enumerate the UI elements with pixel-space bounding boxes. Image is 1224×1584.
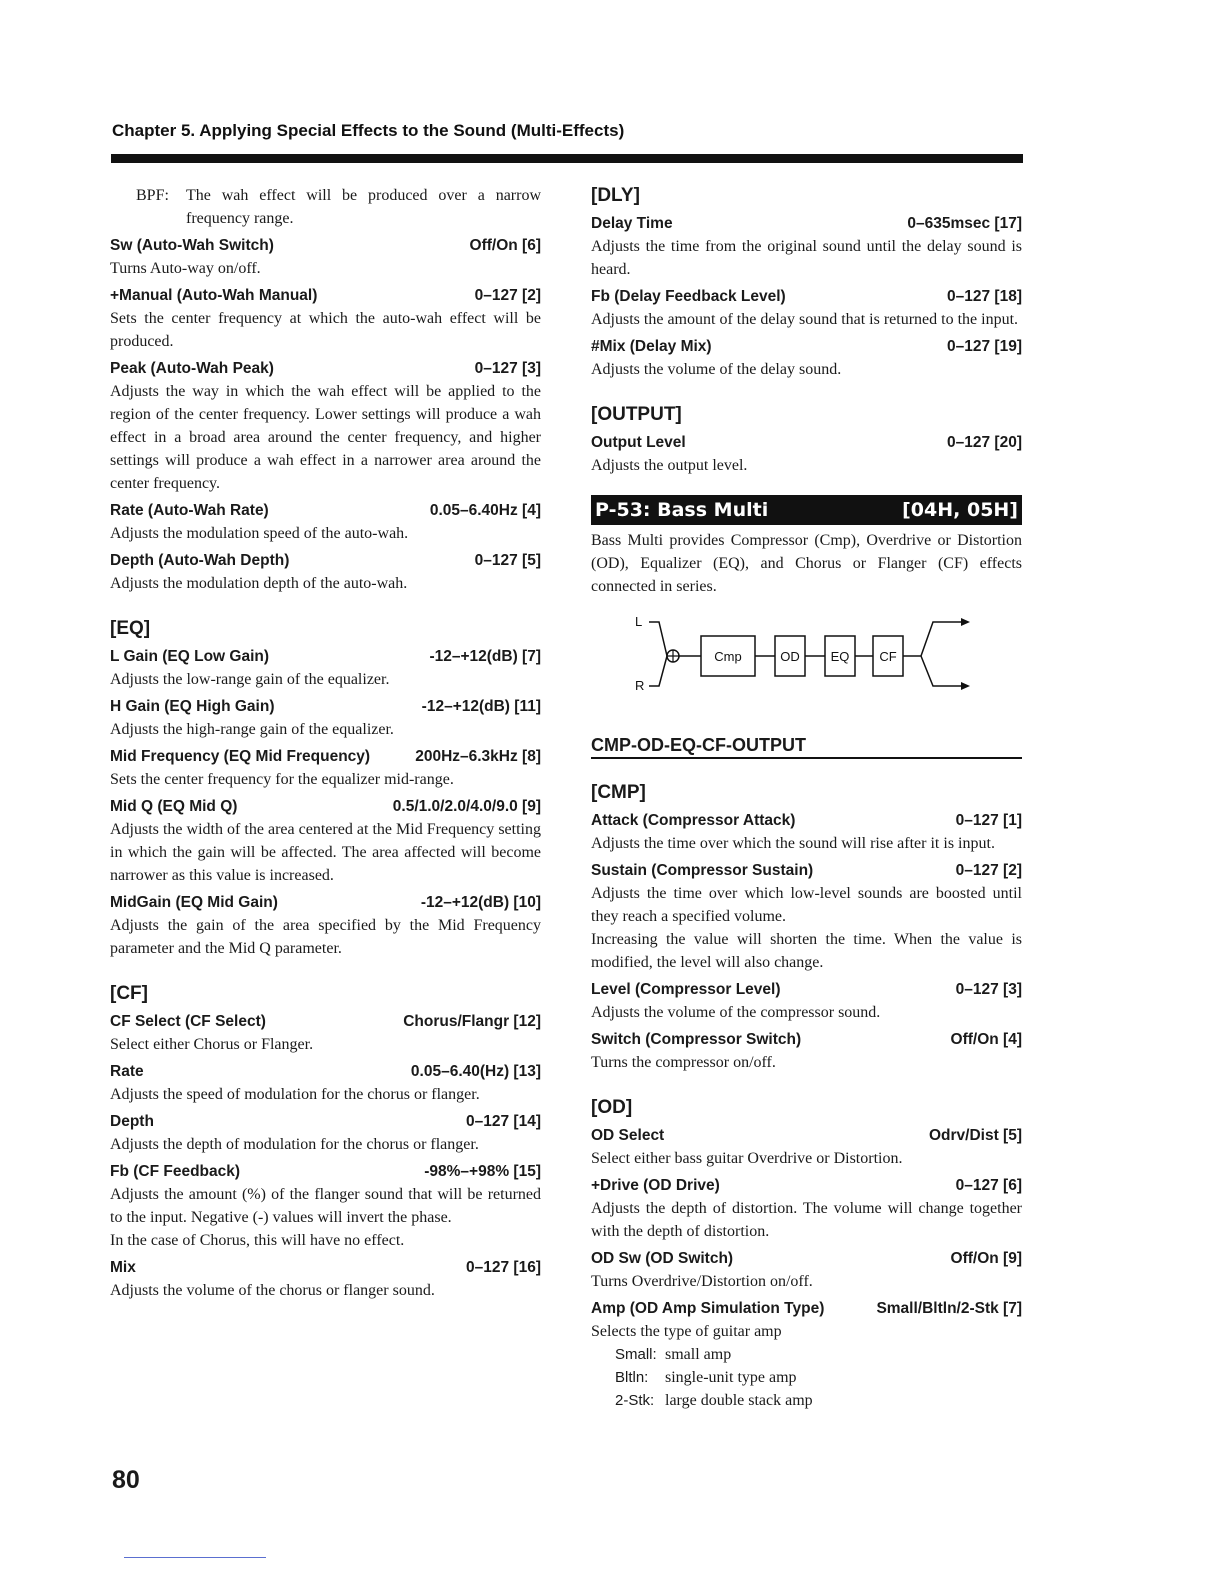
param-desc: Sets the center frequency for the equalizer mid-range. <box>110 771 454 788</box>
param-value: -98%–+98% [15] <box>424 1163 541 1180</box>
param-name: Switch (Compressor Switch) <box>591 1031 802 1048</box>
param-desc: Select either bass guitar Overdrive or Distortion. <box>591 1150 903 1167</box>
param-desc: Select either Chorus or Flanger. <box>110 1036 314 1053</box>
param-name: OD Select <box>591 1127 665 1144</box>
param-name: Sustain (Compressor Sustain) <box>591 862 814 879</box>
param-row <box>110 892 541 914</box>
param-desc: Adjusts the gain of the area specified by the Mid Frequency parameter and the Mid Q parameter. <box>110 917 541 957</box>
param-row <box>110 500 541 522</box>
param-value: -12–+12(dB) [10] <box>420 894 541 911</box>
param-row <box>591 979 1022 1001</box>
param-row <box>110 646 541 668</box>
section-title-cmp: [CMP] <box>591 782 646 803</box>
param-row <box>110 1061 541 1083</box>
param-name: OD Sw (OD Switch) <box>591 1250 734 1267</box>
banner-title: P-53: Bass Multi <box>595 499 769 521</box>
chapter-title: Chapter 5. Applying Special Effects to the Sound (Multi-Effects) <box>112 121 625 140</box>
param-desc: Adjusts the high-range gain of the equalizer. <box>110 721 394 738</box>
param-row <box>110 1161 541 1183</box>
param-row <box>591 1029 1022 1051</box>
param-row <box>591 1125 1022 1147</box>
param-value: 0–127 [2] <box>474 287 541 304</box>
param-value: 0–127 [16] <box>466 1259 541 1276</box>
amp-type-value: large double stack amp <box>665 1392 813 1409</box>
param-value: Off/On [6] <box>469 237 541 254</box>
param-row <box>591 860 1022 882</box>
diagram-label-r: R <box>635 678 645 693</box>
param-name: Rate (Auto-Wah Rate) <box>110 502 269 519</box>
param-row <box>110 1257 541 1279</box>
param-row <box>110 285 541 307</box>
param-desc: Turns Auto-way on/off. <box>110 260 261 277</box>
param-value: 200Hz–6.3kHz [8] <box>415 748 541 765</box>
param-row <box>591 432 1022 454</box>
amp-type-key: 2-Stk: <box>615 1392 655 1409</box>
section-title-od: [OD] <box>591 1097 633 1118</box>
param-name: Delay Time <box>591 215 673 232</box>
param-name: Level (Compressor Level) <box>591 981 781 998</box>
diagram-label-l: L <box>635 614 643 629</box>
param-desc: Adjusts the modulation depth of the auto-wah. <box>110 575 408 592</box>
param-name: #Mix (Delay Mix) <box>591 338 712 355</box>
param-value: 0–635msec [17] <box>907 215 1022 232</box>
param-row <box>110 696 541 718</box>
section-title-eq: [EQ] <box>110 618 151 639</box>
amp-type-key: Bltln: <box>615 1369 649 1386</box>
amp-type-list <box>591 1343 1022 1412</box>
bpf-term: BPF: <box>136 187 169 204</box>
amp-type-value: small amp <box>665 1346 732 1363</box>
param-value: -12–+12(dB) [11] <box>421 698 541 715</box>
param-value: 0–127 [14] <box>466 1113 541 1130</box>
param-row <box>110 1111 541 1133</box>
param-value: 0–127 [5] <box>474 552 541 569</box>
param-desc: Adjusts the output level. <box>591 457 748 474</box>
param-desc: Adjusts the width of the area centered at the Mid Frequency setting in which the gain will be affected. The area affected will become narrower as this value is increased. <box>110 821 541 884</box>
param-value: Odrv/Dist [5] <box>928 1127 1022 1144</box>
signal-flow-diagram <box>621 608 981 708</box>
param-desc: Adjusts the depth of distortion. The volume will change together with the depth of distortion. <box>591 1200 1022 1240</box>
param-name: +Manual (Auto-Wah Manual) <box>110 287 318 304</box>
block-cmp: Cmp <box>714 649 742 664</box>
amp-type-key: Small: <box>615 1346 657 1363</box>
param-row <box>110 235 541 257</box>
param-name: Depth <box>110 1113 154 1130</box>
param-desc: Adjusts the volume of the chorus or flanger sound. <box>110 1282 435 1299</box>
param-row <box>110 550 541 572</box>
param-name: Attack (Compressor Attack) <box>591 812 796 829</box>
param-name: Fb (CF Feedback) <box>110 1163 241 1180</box>
param-value: 0–127 [6] <box>955 1177 1022 1194</box>
param-name: MidGain (EQ Mid Gain) <box>110 894 278 911</box>
param-value: 0.5/1.0/2.0/4.0/9.0 [9] <box>392 798 541 815</box>
bpf-definition <box>110 184 541 230</box>
page-number: 80 <box>112 1466 140 1494</box>
param-note: In the case of Chorus, this will have no effect. <box>110 1232 405 1249</box>
param-name: H Gain (EQ High Gain) <box>110 698 275 715</box>
block-cf: CF <box>879 649 897 664</box>
param-name: Sw (Auto-Wah Switch) <box>110 237 274 254</box>
param-row <box>591 1248 1022 1270</box>
section-title-output: [OUTPUT] <box>591 404 682 425</box>
param-desc: Adjusts the speed of modulation for the chorus or flanger. <box>110 1086 480 1103</box>
param-desc: Adjusts the time from the original sound until the delay sound is heard. <box>591 238 1022 278</box>
param-name: Mid Frequency (EQ Mid Frequency) <box>110 748 371 765</box>
block-od: OD <box>780 649 800 664</box>
param-name: CF Select (CF Select) <box>110 1013 266 1030</box>
param-name: Depth (Auto-Wah Depth) <box>110 552 290 569</box>
param-row <box>110 358 541 380</box>
param-value: 0.05–6.40Hz [4] <box>429 502 541 519</box>
amp-type-value: single-unit type amp <box>665 1369 797 1386</box>
param-name: L Gain (EQ Low Gain) <box>110 648 270 665</box>
param-name: Output Level <box>591 434 686 451</box>
param-value: Off/On [9] <box>950 1250 1022 1267</box>
param-desc: Adjusts the volume of the compressor sound. <box>591 1004 881 1021</box>
section-title-dly: [DLY] <box>591 185 640 206</box>
param-value: 0–127 [1] <box>955 812 1022 829</box>
param-value: 0.05–6.40(Hz) [13] <box>410 1063 541 1080</box>
param-row <box>591 1298 1022 1320</box>
param-value: 0–127 [19] <box>947 338 1022 355</box>
param-row <box>591 1175 1022 1197</box>
param-name: Mid Q (EQ Mid Q) <box>110 798 238 815</box>
param-desc: Adjusts the amount of the delay sound that is returned to the input. <box>591 311 1019 328</box>
section-title-cf: [CF] <box>110 983 148 1004</box>
param-desc: Sets the center frequency at which the auto-wah effect will be produced. <box>110 310 541 350</box>
param-value: -12–+12(dB) [7] <box>429 648 541 665</box>
banner-address: [04H, 05H] <box>902 499 1018 521</box>
param-desc: Turns Overdrive/Distortion on/off. <box>591 1273 813 1290</box>
param-value: 0–127 [3] <box>955 981 1022 998</box>
param-desc: Turns the compressor on/off. <box>591 1054 776 1071</box>
param-value: 0–127 [20] <box>947 434 1022 451</box>
param-name: Rate <box>110 1063 144 1080</box>
left-column <box>110 184 541 1302</box>
chain-title: CMP-OD-EQ-CF-OUTPUT <box>591 735 1022 759</box>
param-name: Peak (Auto-Wah Peak) <box>110 360 274 377</box>
amp-type-item <box>615 1389 1022 1412</box>
param-name: Mix <box>110 1259 136 1276</box>
param-row <box>591 286 1022 308</box>
right-column <box>591 184 1022 1412</box>
param-desc: Adjusts the time over which the sound will rise after it is input. <box>591 835 995 852</box>
bpf-def: The wah effect will be produced over a narrow frequency range. <box>186 187 541 227</box>
param-desc: Adjusts the way in which the wah effect will be applied to the region of the center frequency. Lower settings will produce a wah effect in a broad area around the center frequency, and higher settings will produce a wah effect in a narrower area around the center frequency. <box>110 383 541 492</box>
param-desc: Adjusts the amount (%) of the flanger sound that will be returned to the input. Negative (-) values will invert the phase. <box>110 1186 541 1226</box>
header-rule <box>111 154 1023 163</box>
param-name: Fb (Delay Feedback Level) <box>591 288 786 305</box>
param-row <box>110 746 541 768</box>
param-row <box>591 213 1022 235</box>
amp-type-item <box>615 1343 1022 1366</box>
param-desc: Selects the type of guitar amp <box>591 1323 782 1340</box>
param-note: Increasing the value will shorten the time. When the value is modified, the level will also change. <box>591 931 1022 971</box>
param-value: Small/Bltln/2-Stk [7] <box>876 1300 1022 1317</box>
param-value: 0–127 [2] <box>955 862 1022 879</box>
param-value: 0–127 [3] <box>474 360 541 377</box>
param-desc: Adjusts the depth of modulation for the chorus or flanger. <box>110 1136 479 1153</box>
block-eq: EQ <box>830 649 850 664</box>
param-desc: Adjusts the volume of the delay sound. <box>591 361 842 378</box>
effect-banner <box>591 495 1022 525</box>
param-value: Off/On [4] <box>950 1031 1022 1048</box>
param-desc: Adjusts the time over which low-level sounds are boosted until they reach a specified volume. <box>591 885 1022 925</box>
param-name: +Drive (OD Drive) <box>591 1177 720 1194</box>
param-row <box>110 796 541 818</box>
footer-rule <box>124 1557 266 1558</box>
amp-type-item <box>615 1366 1022 1389</box>
param-value: Chorus/Flangr [12] <box>403 1013 541 1030</box>
param-row <box>591 810 1022 832</box>
param-row <box>110 1011 541 1033</box>
param-name: Amp (OD Amp Simulation Type) <box>591 1300 825 1317</box>
param-desc: Adjusts the low-range gain of the equalizer. <box>110 671 390 688</box>
param-value: 0–127 [18] <box>947 288 1022 305</box>
param-desc: Adjusts the modulation speed of the auto-wah. <box>110 525 409 542</box>
param-row <box>591 336 1022 358</box>
effect-intro: Bass Multi provides Compressor (Cmp), Overdrive or Distortion (OD), Equalizer (EQ), and Chorus or Flanger (CF) effects connected in series. <box>591 532 1022 595</box>
